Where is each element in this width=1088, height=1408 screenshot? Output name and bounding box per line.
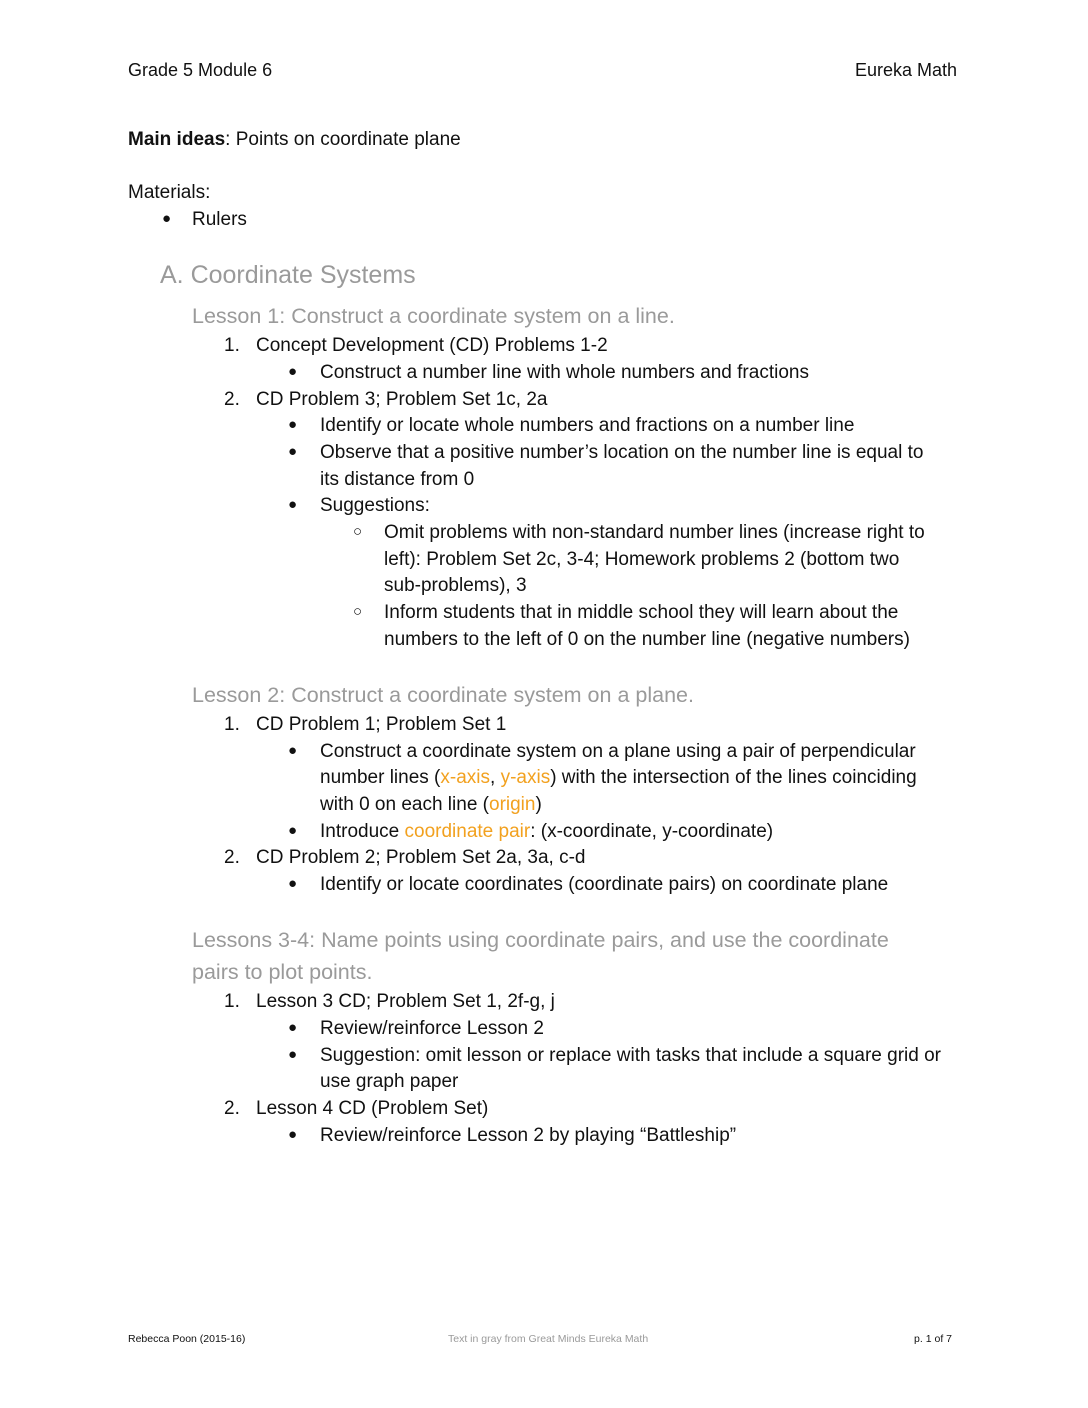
list-item — [320, 793, 542, 817]
circle-bullet-icon: ○ — [353, 603, 363, 620]
bullet-icon: ● — [288, 416, 298, 433]
main-ideas-label: Main ideas — [128, 129, 226, 150]
list-item: Review/reinforce Lesson 2 by playing “Battleship” — [320, 1125, 737, 1146]
bullet-icon: ● — [288, 1046, 298, 1063]
list-item: Inform students that in middle school they will learn about the — [384, 602, 899, 623]
list-number: 2. — [224, 389, 240, 410]
lesson1-title: Lesson 1: Construct a coordinate system on a line. — [192, 304, 675, 328]
list-item: Suggestions: — [320, 495, 430, 516]
lesson2-title: Lesson 2: Construct a coordinate system on a plane. — [192, 683, 694, 707]
bullet-icon: ● — [288, 822, 298, 839]
main-ideas-text: : Points on coordinate plane — [225, 129, 461, 150]
text-run: with 0 on each line ( — [320, 794, 489, 815]
text-run: ) with the intersection of the lines coinciding — [550, 767, 917, 788]
lesson34-title-cont: pairs to plot points. — [192, 960, 373, 984]
list-item: Lesson 3 CD; Problem Set 1, 2f-g, j — [256, 991, 555, 1012]
term-y-axis: y-axis — [500, 767, 551, 788]
term-x-axis: x-axis — [440, 767, 491, 788]
list-item: Identify or locate whole numbers and fractions on a number line — [320, 415, 855, 436]
list-number: 1. — [224, 335, 240, 356]
bullet-icon: ● — [288, 363, 298, 380]
list-item: Omit problems with non-standard number lines (increase right to — [384, 522, 925, 543]
list-number: 1. — [224, 714, 240, 735]
text-run: number lines ( — [320, 767, 441, 788]
bullet-icon: ● — [288, 1126, 298, 1143]
list-item: CD Problem 2; Problem Set 2a, 3a, c-d — [256, 847, 586, 868]
list-item: Identify or locate coordinates (coordinate pairs) on coordinate plane — [320, 874, 889, 895]
list-item: CD Problem 1; Problem Set 1 — [256, 714, 507, 735]
text-run: : (x-coordinate, y-coordinate) — [530, 821, 774, 842]
bullet-icon: ● — [288, 496, 298, 513]
list-item: Construct a coordinate system on a plane using a pair of perpendicular — [320, 741, 916, 762]
materials-item: Rulers — [192, 209, 247, 230]
list-item: left): Problem Set 2c, 3-4; Homework problems 2 (bottom two — [384, 549, 900, 570]
list-number: 2. — [224, 1098, 240, 1119]
bullet-icon: ● — [288, 1019, 298, 1036]
materials-label: Materials: — [128, 182, 211, 203]
list-item: Concept Development (CD) Problems 1-2 — [256, 335, 608, 356]
list-item: numbers to the left of 0 on the number line (negative numbers) — [384, 629, 910, 650]
list-item — [320, 820, 773, 844]
text-run: ) — [535, 794, 542, 815]
list-item: Lesson 4 CD (Problem Set) — [256, 1098, 489, 1119]
header-left: Grade 5 Module 6 — [128, 60, 273, 80]
list-item: Observe that a positive number’s location on the number line is equal to — [320, 442, 924, 463]
list-number: 1. — [224, 991, 240, 1012]
list-item: Review/reinforce Lesson 2 — [320, 1018, 544, 1039]
list-item: sub-problems), 3 — [384, 575, 527, 596]
bullet-icon: ● — [288, 742, 298, 759]
term-origin: origin — [489, 794, 536, 815]
main-ideas — [128, 128, 461, 152]
circle-bullet-icon: ○ — [353, 523, 363, 540]
bullet-icon: ● — [288, 443, 298, 460]
footer-left: Rebecca Poon (2015-16) — [128, 1333, 246, 1345]
text-run: , — [490, 767, 501, 788]
footer-center: Text in gray from Great Minds Eureka Math — [448, 1333, 649, 1345]
section-heading: A. Coordinate Systems — [160, 261, 416, 289]
list-number: 2. — [224, 847, 240, 868]
footer-page-number: p. 1 of 7 — [914, 1333, 952, 1345]
term-coordinate-pair: coordinate pair — [404, 821, 531, 842]
list-item: CD Problem 3; Problem Set 1c, 2a — [256, 389, 548, 410]
list-item: use graph paper — [320, 1071, 459, 1092]
list-item: its distance from 0 — [320, 469, 475, 490]
bullet-icon: ● — [162, 210, 172, 227]
list-item: Suggestion: omit lesson or replace with tasks that include a square grid or — [320, 1045, 941, 1066]
lesson34-title: Lessons 3-4: Name points using coordinate pairs, and use the coordinate — [192, 928, 889, 952]
text-run: Introduce — [320, 821, 405, 842]
header-right: Eureka Math — [854, 60, 957, 80]
bullet-icon: ● — [288, 875, 298, 892]
list-item: Construct a number line with whole numbers and fractions — [320, 362, 809, 383]
list-item — [320, 766, 917, 790]
